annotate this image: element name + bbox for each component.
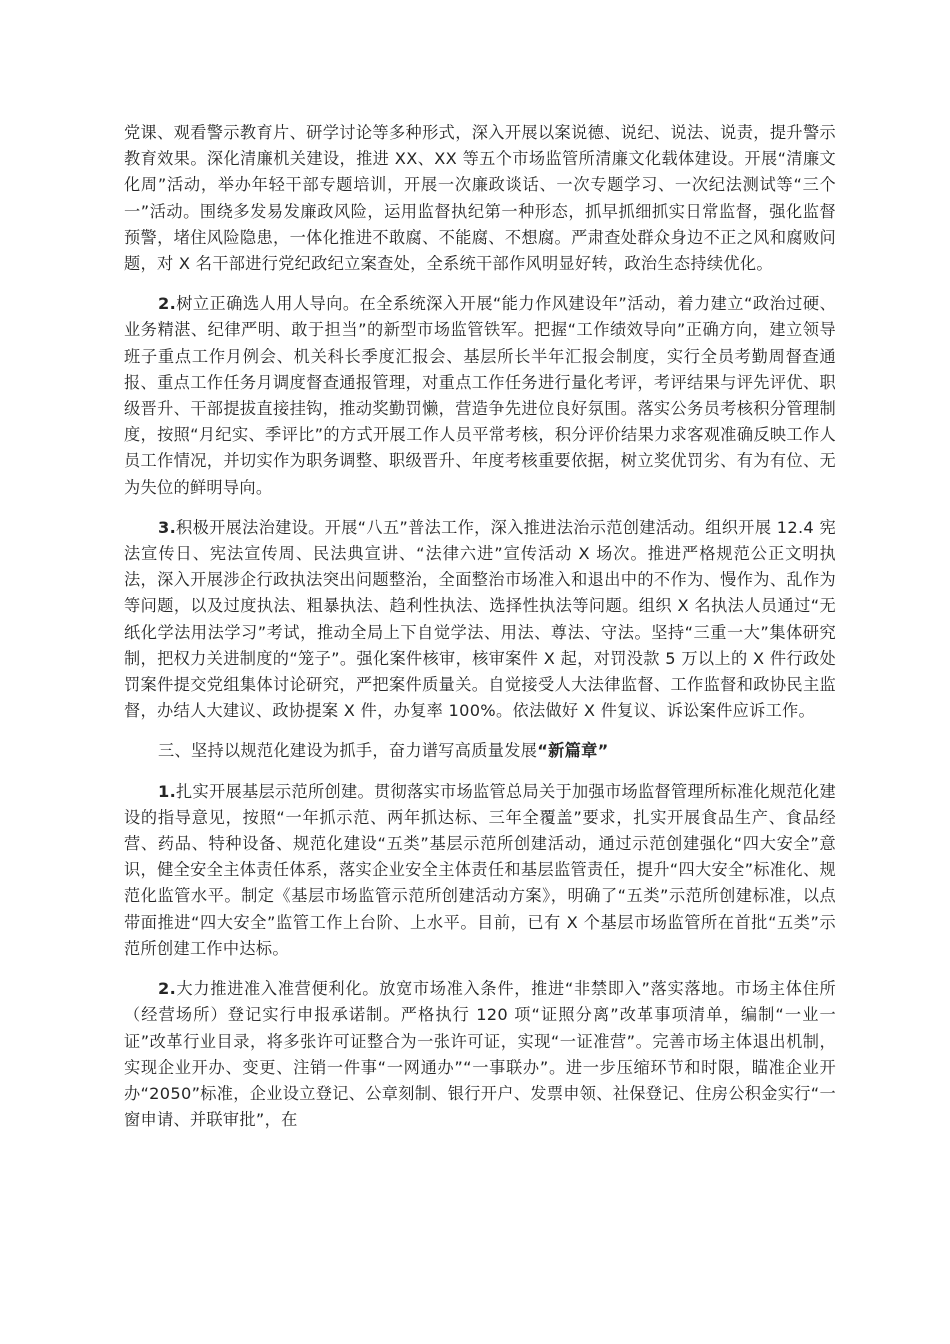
section-heading-3 — [124, 738, 836, 764]
item-number: 3. — [158, 517, 177, 537]
paragraph-item-1-demo-station — [124, 779, 836, 962]
section-heading-text: 三、坚持以规范化建设为抓手，奋力谱写高质量发展 — [158, 741, 538, 761]
item-number: 2. — [158, 979, 177, 999]
paragraph-text: 树立正确选人用人导向。在全系统深入开展“能力作风建设年”活动，着力建立“政治过硬、业务精湛、纪律严明、敢于担当”的新型市场监管铁军。把握“工作绩效导向”正确方向，建立领导班子重点工作月例会、机关科长季度汇报会、基层所长半年汇报会制度，实行全员考勤周督查通报、重点工作任务月调度督查通报管理，对重点工作任务进行量化考评，考评结果与评先评优、职级晋升、干部提拔直接挂钩，推动奖勤罚懒，营造争先进位良好氛围。落实公务员考核积分管理制度，按照“月纪实、季评比”的方式开展工作人员平常考核，积分评价结果力求客观准确反映工作人员工作情况，并切实作为职务调整、职级晋升、年度考核重要依据，树立奖优罚劣、有为有位、无为失位的鲜明导向。 — [124, 294, 836, 497]
paragraph-continued — [124, 120, 836, 277]
document-page — [124, 120, 836, 1147]
paragraph-item-2-market-access — [124, 976, 836, 1133]
paragraph-text: 大力推进准入准营便利化。放宽市场准入条件，推进“非禁即入”落实落地。市场主体住所（经营场所）登记实行申报承诺制。严格执行 120 项“证照分离”改革事项清单，编制“一业一证”改革行业目录，将多张许可证整合为一张许可证，实现“一证准营”。完善市场主体退出机制，实现企业开办、变更、注销一件事“一网通办”“一事联办”。进一步压缩环节和时限，瞄准企业开办“2050”标准，企业设立登记、公章刻制、银行开户、发票申领、社保登记、住房公积金实行“一窗申请、并联审批”，在 — [124, 979, 836, 1130]
paragraph-text: 扎实开展基层示范所创建。贯彻落实市场监管总局关于加强市场监督管理所标准化规范化建设的指导意见，按照“一年抓示范、两年抓达标、三年全覆盖”要求，扎实开展食品生产、食品经营、药品、特种设备、规范化建设“五类”基层示范所创建活动，通过示范创建强化“四大安全”意识，健全安全主体责任体系，落实企业安全主体责任和基层监管责任，提升“四大安全”标准化、规范化监管水平。制定《基层市场监管示范所创建活动方案》，明确了“五类”示范所创建标准，以点带面推进“四大安全”监管工作上台阶、上水平。目前，已有 X 个基层市场监管所在首批“五类”示范所创建工作中达标。 — [124, 781, 836, 958]
paragraph-text: 党课、观看警示教育片、研学讨论等多种形式，深入开展以案说德、说纪、说法、说责，提升警示教育效果。深化清廉机关建设，推进 XX、XX 等五个市场监管所清廉文化载体建设。开展“清廉文化周”活动，举办年轻干部专题培训，开展一次廉政谈话、一次专题学习、一次纪法测试等“三个一”活动。围绕多发易发廉政风险，运用监督执纪第一种形态，抓早抓细抓实日常监督，强化监督预警，堵住风险隐患，一体化推进不敢腐、不能腐、不想腐。严肃查处群众身边不正之风和腐败问题，对 X 名干部进行党纪政纪立案查处，全系统干部作风明显好转，政治生态持续优化。 — [124, 123, 836, 274]
paragraph-text: 积极开展法治建设。开展“八五”普法工作，深入推进法治示范创建活动。组织开展 12.4 宪法宣传日、宪法宣传周、民法典宣讲、“法律六进”宣传活动 X 场次。推进严格规范公正文明执法，深入开展涉企行政执法突出问题整治，全面整治市场准入和退出中的不作为、慢作为、乱作为等问题，以及过度执法、粗暴执法、趋利性执法、选择性执法等问题。组织 X 名执法人员通过“无纸化学法用法学习”考试，推动全局上下自觉学法、用法、尊法、守法。坚持“三重一大”集体研究制，把权力关进制度的“笼子”。强化案件核审，核审案件 X 起，对罚没款 5 万以上的 X 件行政处罚案件提交党组集体讨论研究，严把案件质量关。自觉接受人大法律监督、工作监督和政协民主监督，办结人大建议、政协提案 X 件，办复率 100%。依法做好 X 件复议、诉讼案件应诉工作。 — [124, 517, 836, 721]
item-number: 2. — [158, 294, 177, 314]
section-heading-bold-tail: “新篇章” — [537, 741, 609, 761]
paragraph-item-2-selection — [124, 291, 836, 501]
item-number: 1. — [158, 781, 177, 801]
paragraph-item-3-rule-of-law — [124, 515, 836, 725]
